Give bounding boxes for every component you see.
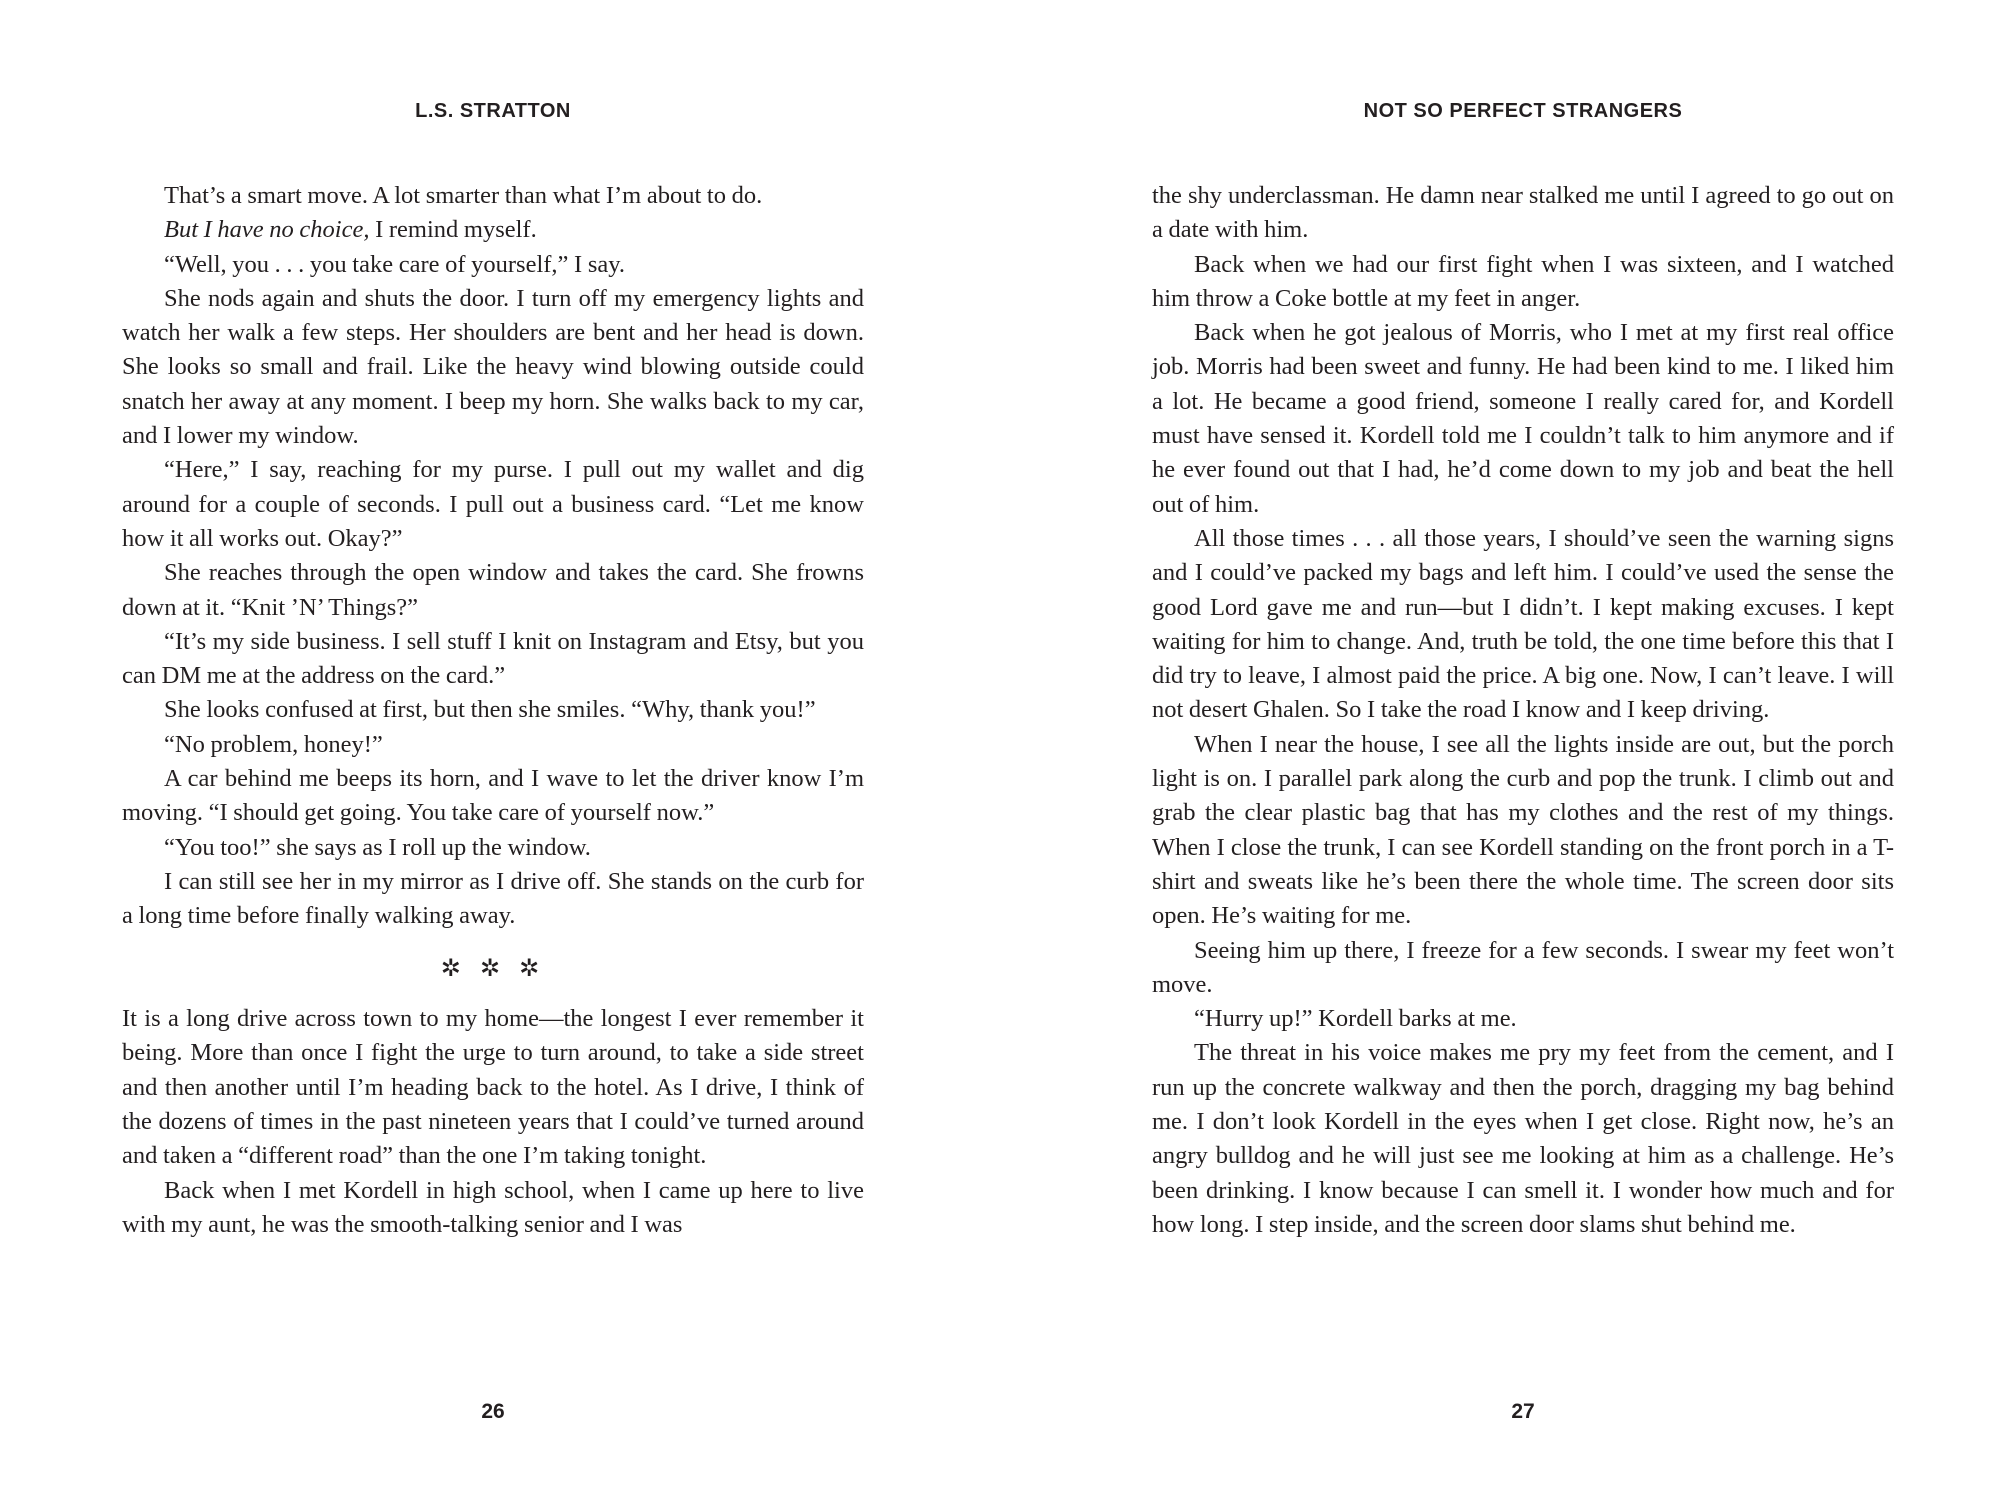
paragraph: I can still see her in my mirror as I drive off. She stands on the curb for a long time before finally walking away. [122, 867, 864, 930]
paragraph: She nods again and shuts the door. I turn off my emergency lights and watch her walk a few steps. Her shoulders are bent and her head is down. She looks so small and frail. Like the heavy wind blowing outside could snatch her away at any moment. I beep my horn. She walks back to my car, and I lower my window. [122, 284, 864, 450]
running-head-title: NOT SO PERFECT STRANGERS [1363, 100, 1683, 122]
paragraph: Back when I met Kordell in high school, when I came up here to live with my aunt, he was the smooth-talking senior and I was [122, 1176, 864, 1238]
paragraph: She looks confused at first, but then she smiles. “Why, thank you!” [164, 696, 816, 724]
paragraph: Back when he got jealous of Morris, who I met at my first real office job. Morris had been sweet and funny. He had been kind to me. I liked him a lot. He became a good friend, someone I really cared for, and Kordell must have sensed it. Kordell told me I couldn’t talk to him anymore and if he ever found out that I had, he’d come down to my job and beat the hell out of him. [1152, 319, 1894, 518]
right-page [1000, 0, 2000, 1510]
paragraph: Back when we had our first fight when I was sixteen, and I watched him throw a Coke bottle at my feet in anger. [1152, 250, 1894, 312]
paragraph: “No problem, honey!” [164, 730, 383, 758]
paragraph: “It’s my side business. I sell stuff I knit on Instagram and Etsy, but you can DM me at the address on the card.” [122, 627, 864, 690]
paragraph: That’s a smart move. A lot smarter than what I’m about to do. [164, 182, 763, 209]
paragraph: She reaches through the open window and takes the card. She frowns down at it. “Knit ’N’ Things?” [122, 559, 864, 621]
paragraph: “Hurry up!” Kordell barks at me. [1194, 1005, 1517, 1033]
paragraph-text: I remind myself. [375, 216, 537, 244]
paragraph: “Well, you . . . you take care of yourself,” I say. [164, 250, 626, 278]
left-page-body [122, 179, 864, 1242]
paragraph: Seeing him up there, I freeze for a few seconds. I swear my feet won’t move. [1152, 936, 1894, 998]
right-page-body [1152, 179, 1894, 1242]
scene-break-ornament: ✲ ✲ ✲ [440, 953, 546, 982]
running-head-author: L.S. STRATTON [415, 100, 571, 122]
italic-phrase: But I have no choice, [164, 216, 370, 244]
paragraph: The threat in his voice makes me pry my feet from the cement, and I run up the concrete walkway and then the porch, dragging my bag behind me. I don’t look Kordell in the eyes when I get close. Right now, he’s an angry bulldog and he will just see me looking at him as a challenge. He’s been drinking. I know because I can smell it. I wonder how much and for how long. I step inside, and the screen door slams shut behind me. [1152, 1039, 1894, 1238]
paragraph: the shy underclassman. He damn near stalked me until I agreed to go out on a date with him. [1152, 182, 1894, 244]
paragraph: All those times . . . all those years, I should’ve seen the warning signs and I could’ve packed my bags and left him. I could’ve used the sense the good Lord gave me and run—but I didn’t. I kept making excuses. I kept waiting for him to change. And, truth be told, the one time before this that I did try to leave, I almost paid the price. A big one. Now, I can’t leave. I will not desert Ghalen. So I take the road I know and I keep driving. [1152, 524, 1894, 724]
page-number: 26 [481, 1400, 505, 1423]
paragraph: When I near the house, I see all the lights inside are out, but the porch light is on. I parallel park along the curb and pop the trunk. I climb out and grab the clear plastic bag that has my clothes and the rest of my things. When I close the trunk, I can see Kordell standing on the front porch in a T-shirt and sweats like he’s been there the whole time. The screen door sits open. He’s waiting for me. [1152, 730, 1894, 930]
paragraph [122, 213, 864, 247]
paragraph: “Here,” I say, reaching for my purse. I pull out my wallet and dig around for a couple of seconds. I pull out a business card. “Let me know how it all works out. Okay?” [122, 456, 864, 552]
paragraph: “You too!” she says as I roll up the window. [164, 833, 591, 861]
paragraph: It is a long drive across town to my home—the longest I ever remember it being. More than once I fight the urge to turn around, to take a side street and then another until I’m heading back to the hotel. As I drive, I think of the dozens of times in the past nineteen years that I could’ve turned around and taken a “different road” than the one I’m taking tonight. [122, 1005, 864, 1170]
page-number: 27 [1511, 1400, 1535, 1423]
paragraph: A car behind me beeps its horn, and I wave to let the driver know I’m moving. “I should get going. You take care of yourself now.” [122, 765, 864, 827]
